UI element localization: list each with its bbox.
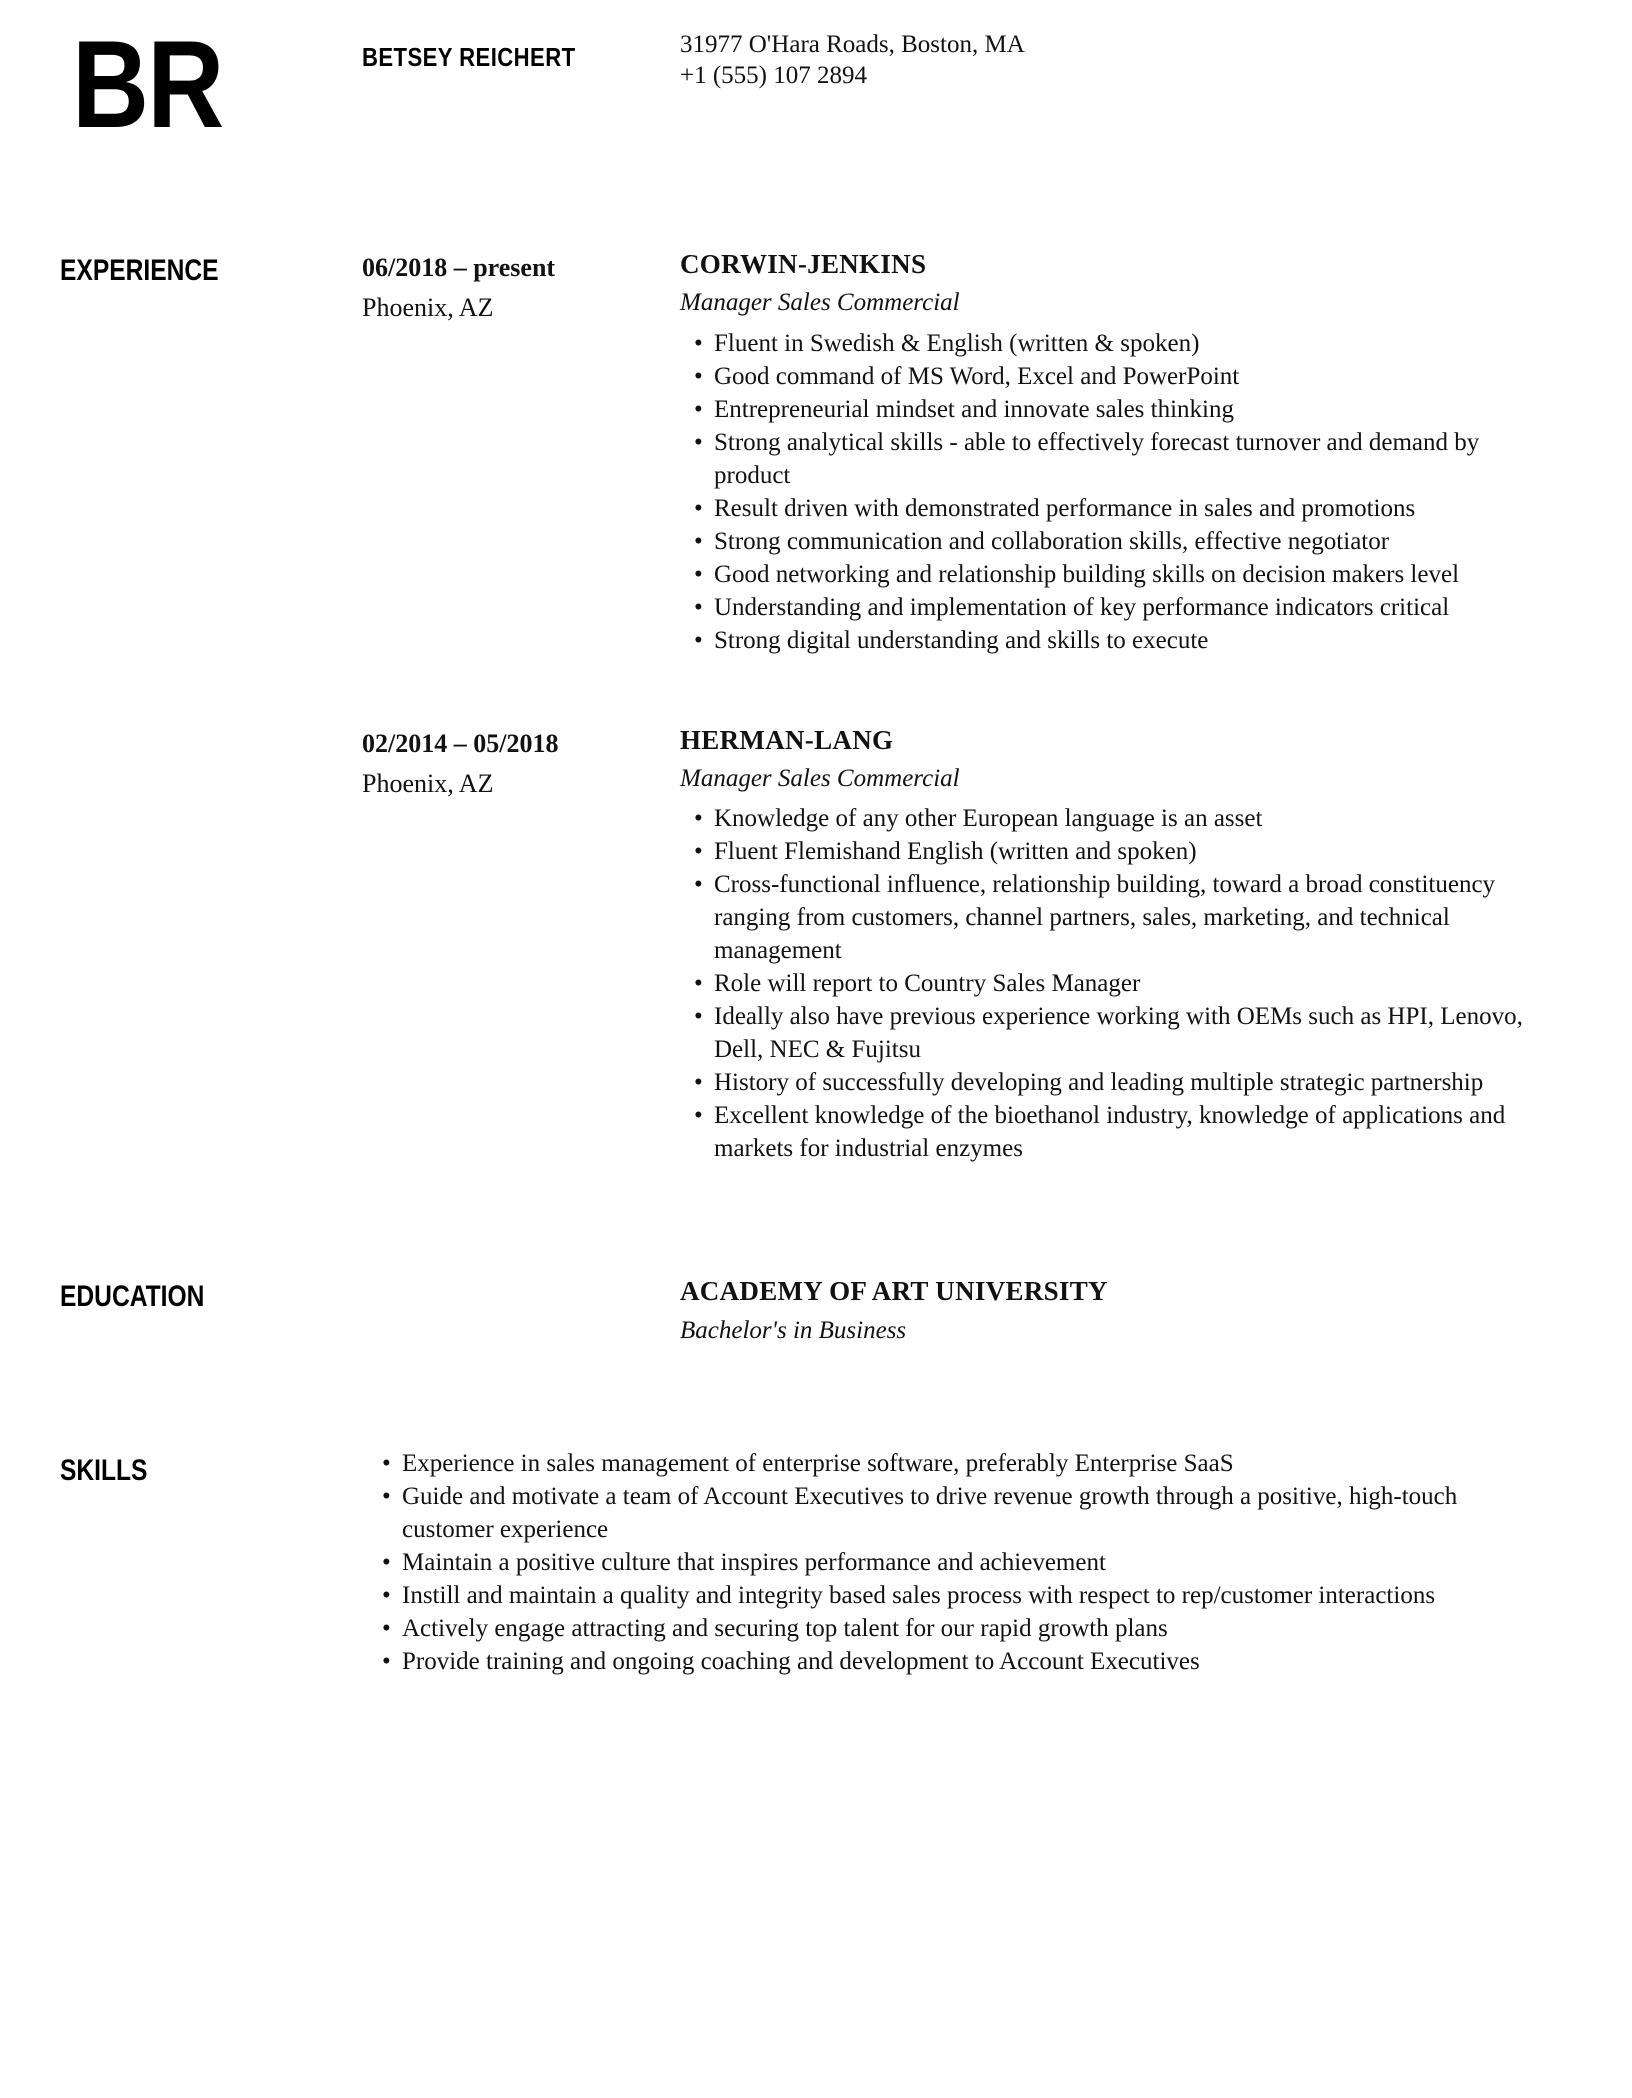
job1-title: Manager Sales Commercial xyxy=(680,289,960,316)
section-label-skills: SKILLS xyxy=(60,1454,148,1487)
bullet-item: • Strong digital understanding and skills to execute xyxy=(714,624,1534,657)
bullet-item: • Guide and motivate a team of Account Executives to drive revenue growth through a positive, high-touch customer experience xyxy=(402,1480,1527,1546)
contact-info xyxy=(680,29,1025,91)
section-label-experience: EXPERIENCE xyxy=(60,254,219,287)
bullet-item: • History of successfully developing and leading multiple strategic partnership xyxy=(714,1066,1534,1099)
bullet-item: • Strong analytical skills - able to effectively forecast turnover and demand by product xyxy=(714,426,1534,492)
job2-bullet-list xyxy=(714,802,1534,1165)
job2-dates: 02/2014 – 05/2018 xyxy=(362,729,559,758)
job1-company: CORWIN-JENKINS xyxy=(680,249,927,279)
skills-bullet-list xyxy=(402,1447,1527,1678)
bullet-item: • Good networking and relationship building skills on decision makers level xyxy=(714,558,1534,591)
education-school: ACADEMY OF ART UNIVERSITY xyxy=(680,1276,1108,1306)
bullet-item: • Result driven with demonstrated performance in sales and promotions xyxy=(714,492,1534,525)
job1-dates: 06/2018 – present xyxy=(362,253,556,282)
contact-address: 31977 O'Hara Roads, Boston, MA xyxy=(680,31,1025,58)
job1-location: Phoenix, AZ xyxy=(362,293,494,322)
candidate-name: BETSEY REICHERT xyxy=(362,42,576,72)
bullet-item: • Understanding and implementation of key performance indicators critical xyxy=(714,591,1534,624)
bullet-item: • Maintain a positive culture that inspires performance and achievement xyxy=(402,1546,1527,1579)
job2-company: HERMAN-LANG xyxy=(680,725,894,755)
bullet-item: • Good command of MS Word, Excel and PowerPoint xyxy=(714,360,1534,393)
section-label-education: EDUCATION xyxy=(60,1280,205,1313)
job2-location: Phoenix, AZ xyxy=(362,769,494,798)
bullet-item: • Provide training and ongoing coaching and development to Account Executives xyxy=(402,1645,1527,1678)
bullet-item: • Fluent Flemishand English (written and spoken) xyxy=(714,835,1534,868)
bullet-item: • Cross-functional influence, relationship building, toward a broad constituency ranging from customers, channel partners, sales, marketing, and technical management xyxy=(714,868,1534,967)
bullet-item: • Role will report to Country Sales Manager xyxy=(714,967,1534,1000)
bullet-item: • Strong communication and collaboration skills, effective negotiator xyxy=(714,525,1534,558)
monogram: BR xyxy=(72,16,223,154)
bullet-item: • Excellent knowledge of the bioethanol industry, knowledge of applications and markets for industrial enzymes xyxy=(714,1099,1534,1165)
bullet-item: • Entrepreneurial mindset and innovate sales thinking xyxy=(714,393,1534,426)
contact-phone: +1 (555) 107 2894 xyxy=(680,62,867,89)
bullet-item: • Ideally also have previous experience working with OEMs such as HPI, Lenovo, Dell, NEC & Fujitsu xyxy=(714,1000,1534,1066)
job2-title: Manager Sales Commercial xyxy=(680,765,960,792)
bullet-item: • Knowledge of any other European language is an asset xyxy=(714,802,1534,835)
job1-bullet-list xyxy=(714,327,1534,657)
bullet-item: • Fluent in Swedish & English (written & spoken) xyxy=(714,327,1534,360)
bullet-item: • Experience in sales management of enterprise software, preferably Enterprise SaaS xyxy=(402,1447,1527,1480)
education-degree: Bachelor's in Business xyxy=(680,1317,907,1344)
bullet-item: • Actively engage attracting and securing top talent for our rapid growth plans xyxy=(402,1612,1527,1645)
bullet-item: • Instill and maintain a quality and integrity based sales process with respect to rep/customer interactions xyxy=(402,1579,1527,1612)
